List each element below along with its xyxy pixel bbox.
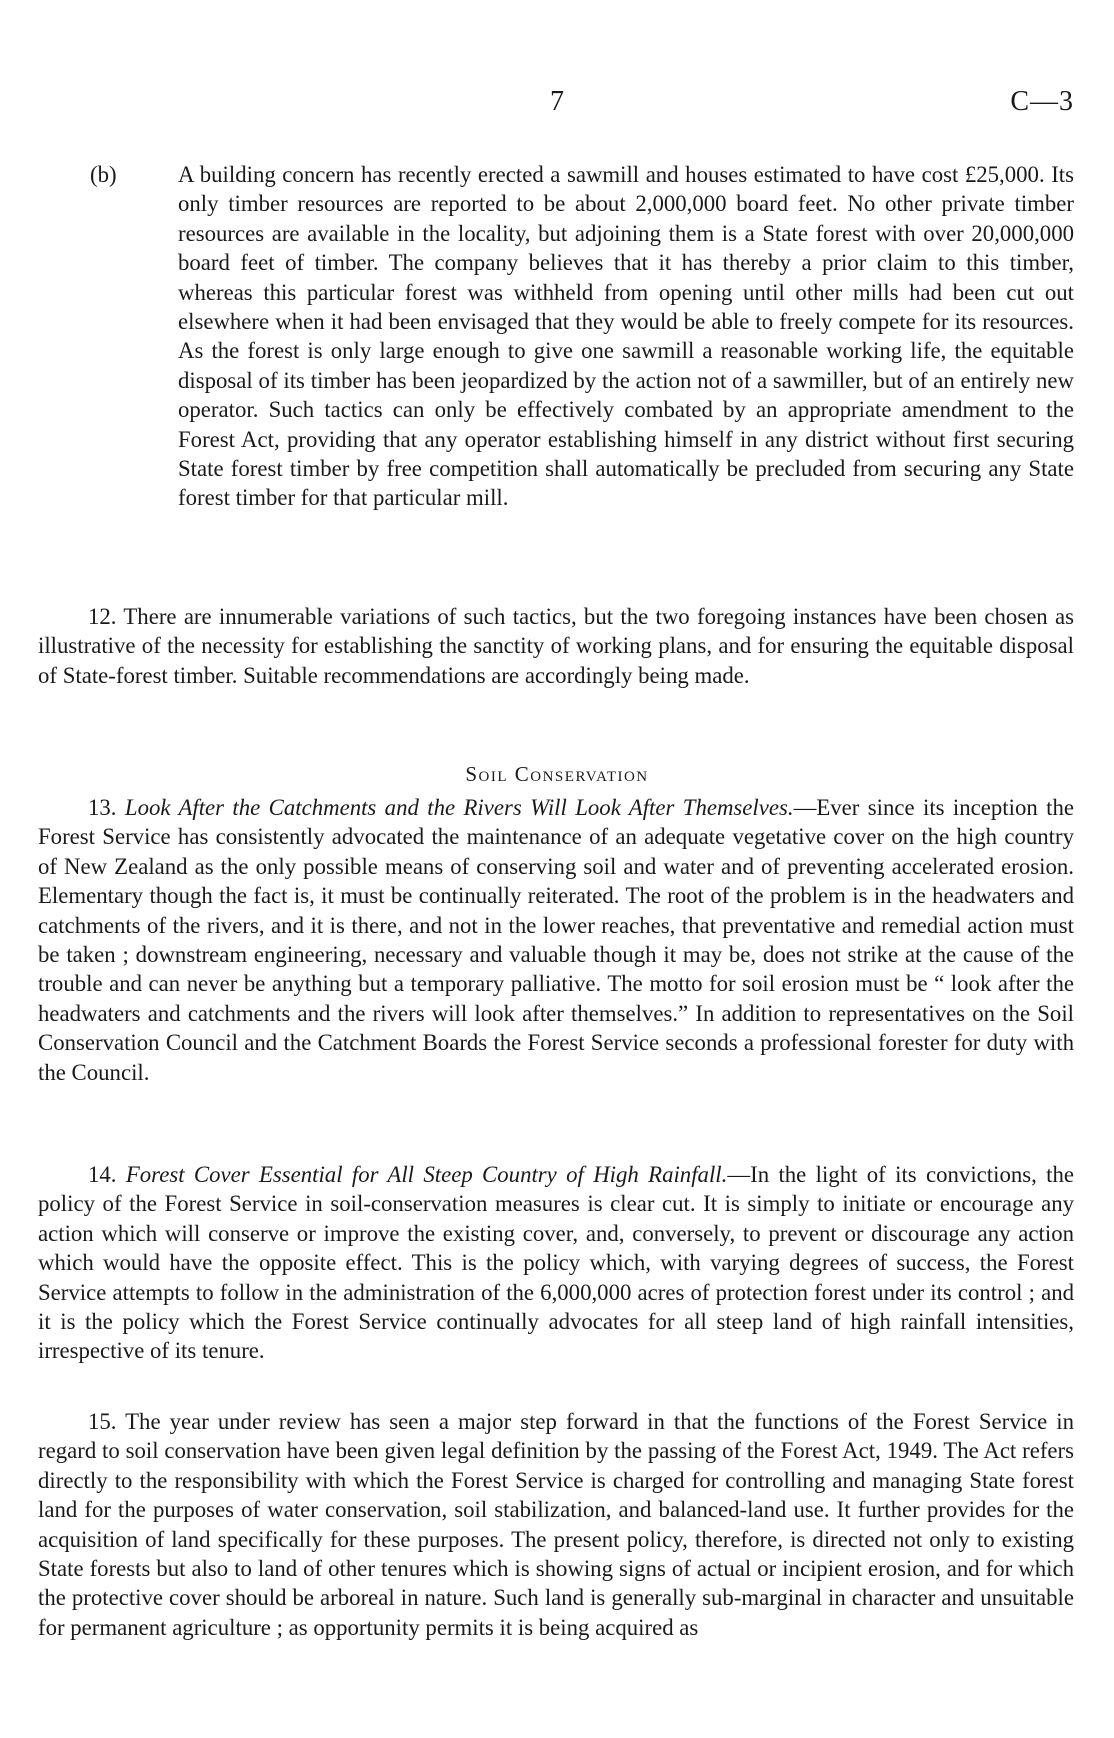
paragraph-12 [38, 602, 1074, 690]
paragraph-14 [38, 1160, 1074, 1366]
paragraph-14-text: —In the light of its convictions, the policy of the Forest Service in soil-conservation measures is clear cut. It is simply to initiate or encourage any action which will conserve or improve the existing cover, and, conversely, to prevent or discourage any action which would have the opposite effect. This is the policy which, with varying degrees of success, the Forest Service attempts to follow in the administration of the 6,000,000 acres of protection forest under its control ; and it is the policy which the Forest Service continually advocates for all steep land of high rainfall intensities, irrespective of its tenure. [38, 1162, 1075, 1364]
paragraph-13-body [38, 793, 1074, 1087]
paragraph-b-label: (b) [90, 162, 117, 187]
paragraph-b-text: A building concern has recently erected a sawmill and houses estimated to have cost £25,000. Its only timber resources are reported to be about 2,000,000 board feet. No other private timber resources are available in the locality, but adjoining them is a State forest with over 20,000,000 board feet of timber. The company believes that it has thereby a prior claim to this timber, whereas this particular forest was withheld from opening until other mills had been cut out elsewhere when it had been envisaged that they would be able to freely compete for its resources. As the forest is only large enough to give one sawmill a reasonable working life, the equitable disposal of its timber has been jeopardized by the action not of a sawmiller, but of an entirely new operator. Such tactics can only be effectively combated by an appropriate amendment to the Forest Act, providing that any operator establishing himself in any district without first securing State forest timber by free competition shall automatically be precluded from securing any State forest timber for that particular mill. [178, 162, 1074, 511]
page-header [40, 86, 1074, 122]
paragraph-13 [38, 793, 1074, 1087]
page-number: 7 [550, 86, 564, 117]
paragraph-14-title: Forest Cover Essential for All Steep Country of High Rainfall. [125, 1162, 728, 1187]
paragraph-14-body [38, 1160, 1074, 1366]
paragraph-14-number: 14. [88, 1162, 117, 1187]
section-heading: Soil Conservation [465, 762, 649, 786]
paragraph-15 [38, 1407, 1074, 1642]
paragraph-15-text: 15. The year under review has seen a major step forward in that the functions of the Forest Service in regard to soil conservation have been given legal definition by the passing of the Forest Act, 1949. The Act refers directly to the responsibility with which the Forest Service is charged for controlling and managing State forest land for the purposes of water conservation, soil stabilization, and balanced-land use. It further provides for the acquisition of land specifically for these purposes. The present policy, therefore, is directed not only to existing State forests but also to land of other tenures which is showing signs of actual or incipient erosion, and for which the protective cover should be arboreal in nature. Such land is generally sub-marginal in character and unsuitable for permanent agriculture ; as opportunity permits it is being acquired as [38, 1409, 1074, 1640]
paragraph-13-text: —Ever since its inception the Forest Service has consistently advocated the maintenance of an adequate vegetative cover on the high country of New Zealand as the only possible means of conserving soil and water and of preventing accelerated erosion. Elementary though the fact is, it must be continually reiterated. The root of the problem is in the headwaters and catchments of the rivers, and it is there, and not in the lower reaches, that preventative and remedial action must be taken ; downstream engineering, necessary and valuable though it may be, does not strike at the cause of the trouble and can never be anything but a temporary palliative. The motto for soil erosion must be “ look after the headwaters and catchments and the rivers will look after themselves.” In addition to representatives on the Soil Conservation Council and the Catchment Boards the Forest Service seconds a professional forester for duty with the Council. [38, 795, 1074, 1085]
paragraph-13-number: 13. [88, 795, 117, 820]
document-reference: C—3 [1010, 86, 1074, 117]
paragraph-13-title: Look After the Catchments and the Rivers Will Look After Themselves. [124, 795, 794, 820]
paragraph-b [38, 160, 1074, 513]
paragraph-12-text: 12. There are innumerable variations of such tactics, but the two foregoing instances have been chosen as illustrative of the necessity for establishing the sanctity of working plans, and for ensuring the equitable disposal of State-forest timber. Suitable recommendations are accordingly being made. [38, 604, 1074, 688]
